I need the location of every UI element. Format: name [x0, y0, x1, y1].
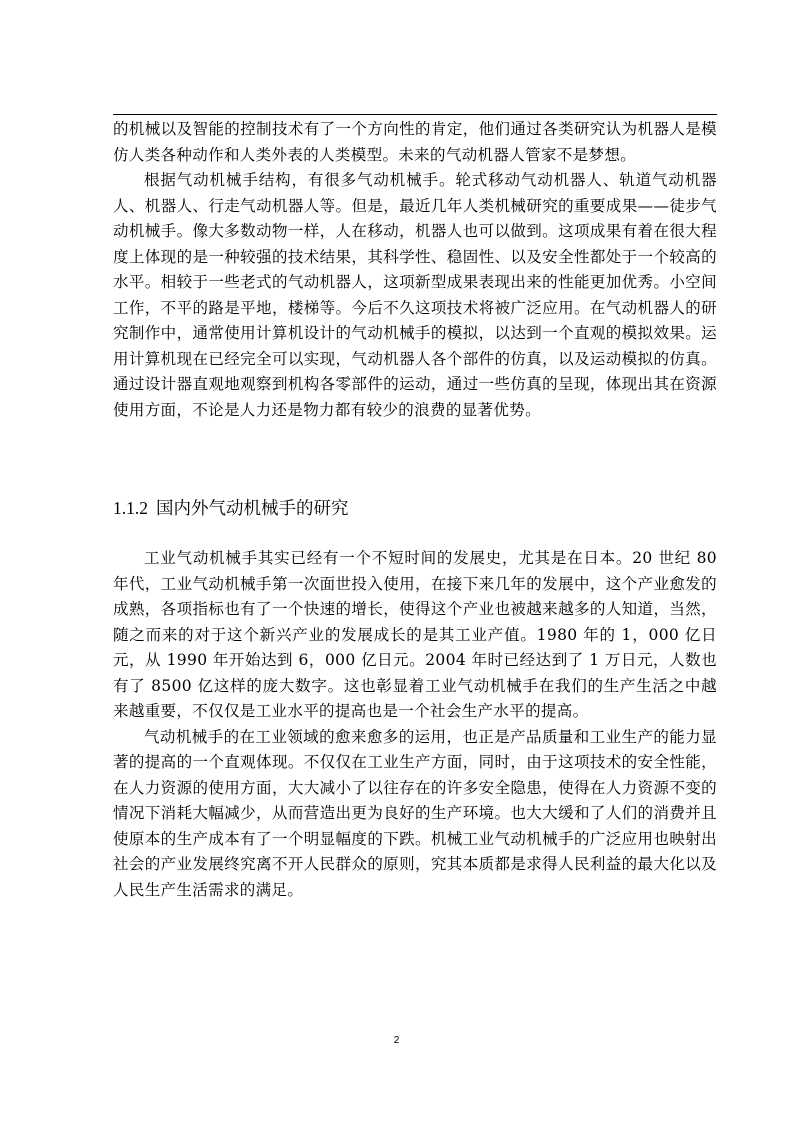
intro-text — [113, 117, 717, 423]
paragraph-structure: 根据气动机械手结构，有很多气动机械手。轮式移动气动机器人、轨道气动机器人、机器人、行走气动机器人等。但是，最近几年人类机械研究的重要成果——徒步气动机械手。像大多数动物一样，人在移动，机器人也可以做到。这项成果有着在很大程度上体现的是一种较强的技术结果，其科学性、稳固性、以及安全性都处于一个较高的水平。相较于一些老式的气动机器人，这项新型成果表现出来的性能更加优秀。小空间工作，不平的路是平地，楼梯等。今后不久这项技术将被广泛应用。在气动机器人的研究制作中，通常使用计算机设计的气动机械手的模拟，以达到一个直观的模拟效果。运用计算机现在已经完全可以实现，气动机器人各个部件的仿真，以及运动模拟的仿真。通过设计器直观地观察到机构各零部件的运动，通过一些仿真的呈现，体现出其在资源使用方面，不论是人力还是物力都有较少的浪费的显著优势。 — [113, 171, 717, 419]
section-heading — [113, 495, 349, 522]
section-text — [113, 546, 717, 903]
section-number: 1.1.2 — [113, 498, 148, 518]
page-number: 2 — [393, 1035, 400, 1046]
section-title: 国内外气动机械手的研究 — [156, 499, 349, 519]
header-rule — [113, 114, 717, 115]
paragraph-continuation: 的机械以及智能的控制技术有了一个方向性的肯定，他们通过各类研究认为机器人是模仿人类各种动作和人类外表的人类模型。未来的气动机器人管家不是梦想。 — [113, 120, 717, 164]
paragraph-history: 工业气动机械手其实已经有一个不短时间的发展史，尤其是在日本。20 世纪 80 年代，工业气动机械手第一次面世投入使用，在接下来几年的发展中，这个产业愈发的成熟，各项指标也有了一个快速的增长，使得这个产业也被越来越多的人知道，当然，随之而来的对于这个新兴产业的发展成长的是其工业产值。1980 年的 1，000 亿日元，从 1990 年开始达到 6，000 亿日元。2004 年时已经达到了 1 万日元，人数也有了 8500 亿这样的庞大数字。这也彰显着工业气动机械手在我们的生产生活之中越来越重要，不仅仅是工业水平的提高也是一个社会生产水平的提高。 — [113, 549, 717, 720]
paragraph-applications: 气动机械手的在工业领域的愈来愈多的运用，也正是产品质量和工业生产的能力显著的提高的一个直观体现。不仅仅在工业生产方面，同时，由于这项技术的安全性能，在人力资源的使用方面，大大减小了以往存在的许多安全隐患，使得在人力资源不变的情况下消耗大幅减少，从而营造出更为良好的生产环境。也大大缓和了人们的消费并且使原本的生产成本有了一个明显幅度的下跌。机械工业气动机械手的广泛应用也映射出社会的产业发展终究离不开人民群众的原则，究其本质都是求得人民利益的最大化以及人民生产生活需求的满足。 — [113, 727, 717, 899]
